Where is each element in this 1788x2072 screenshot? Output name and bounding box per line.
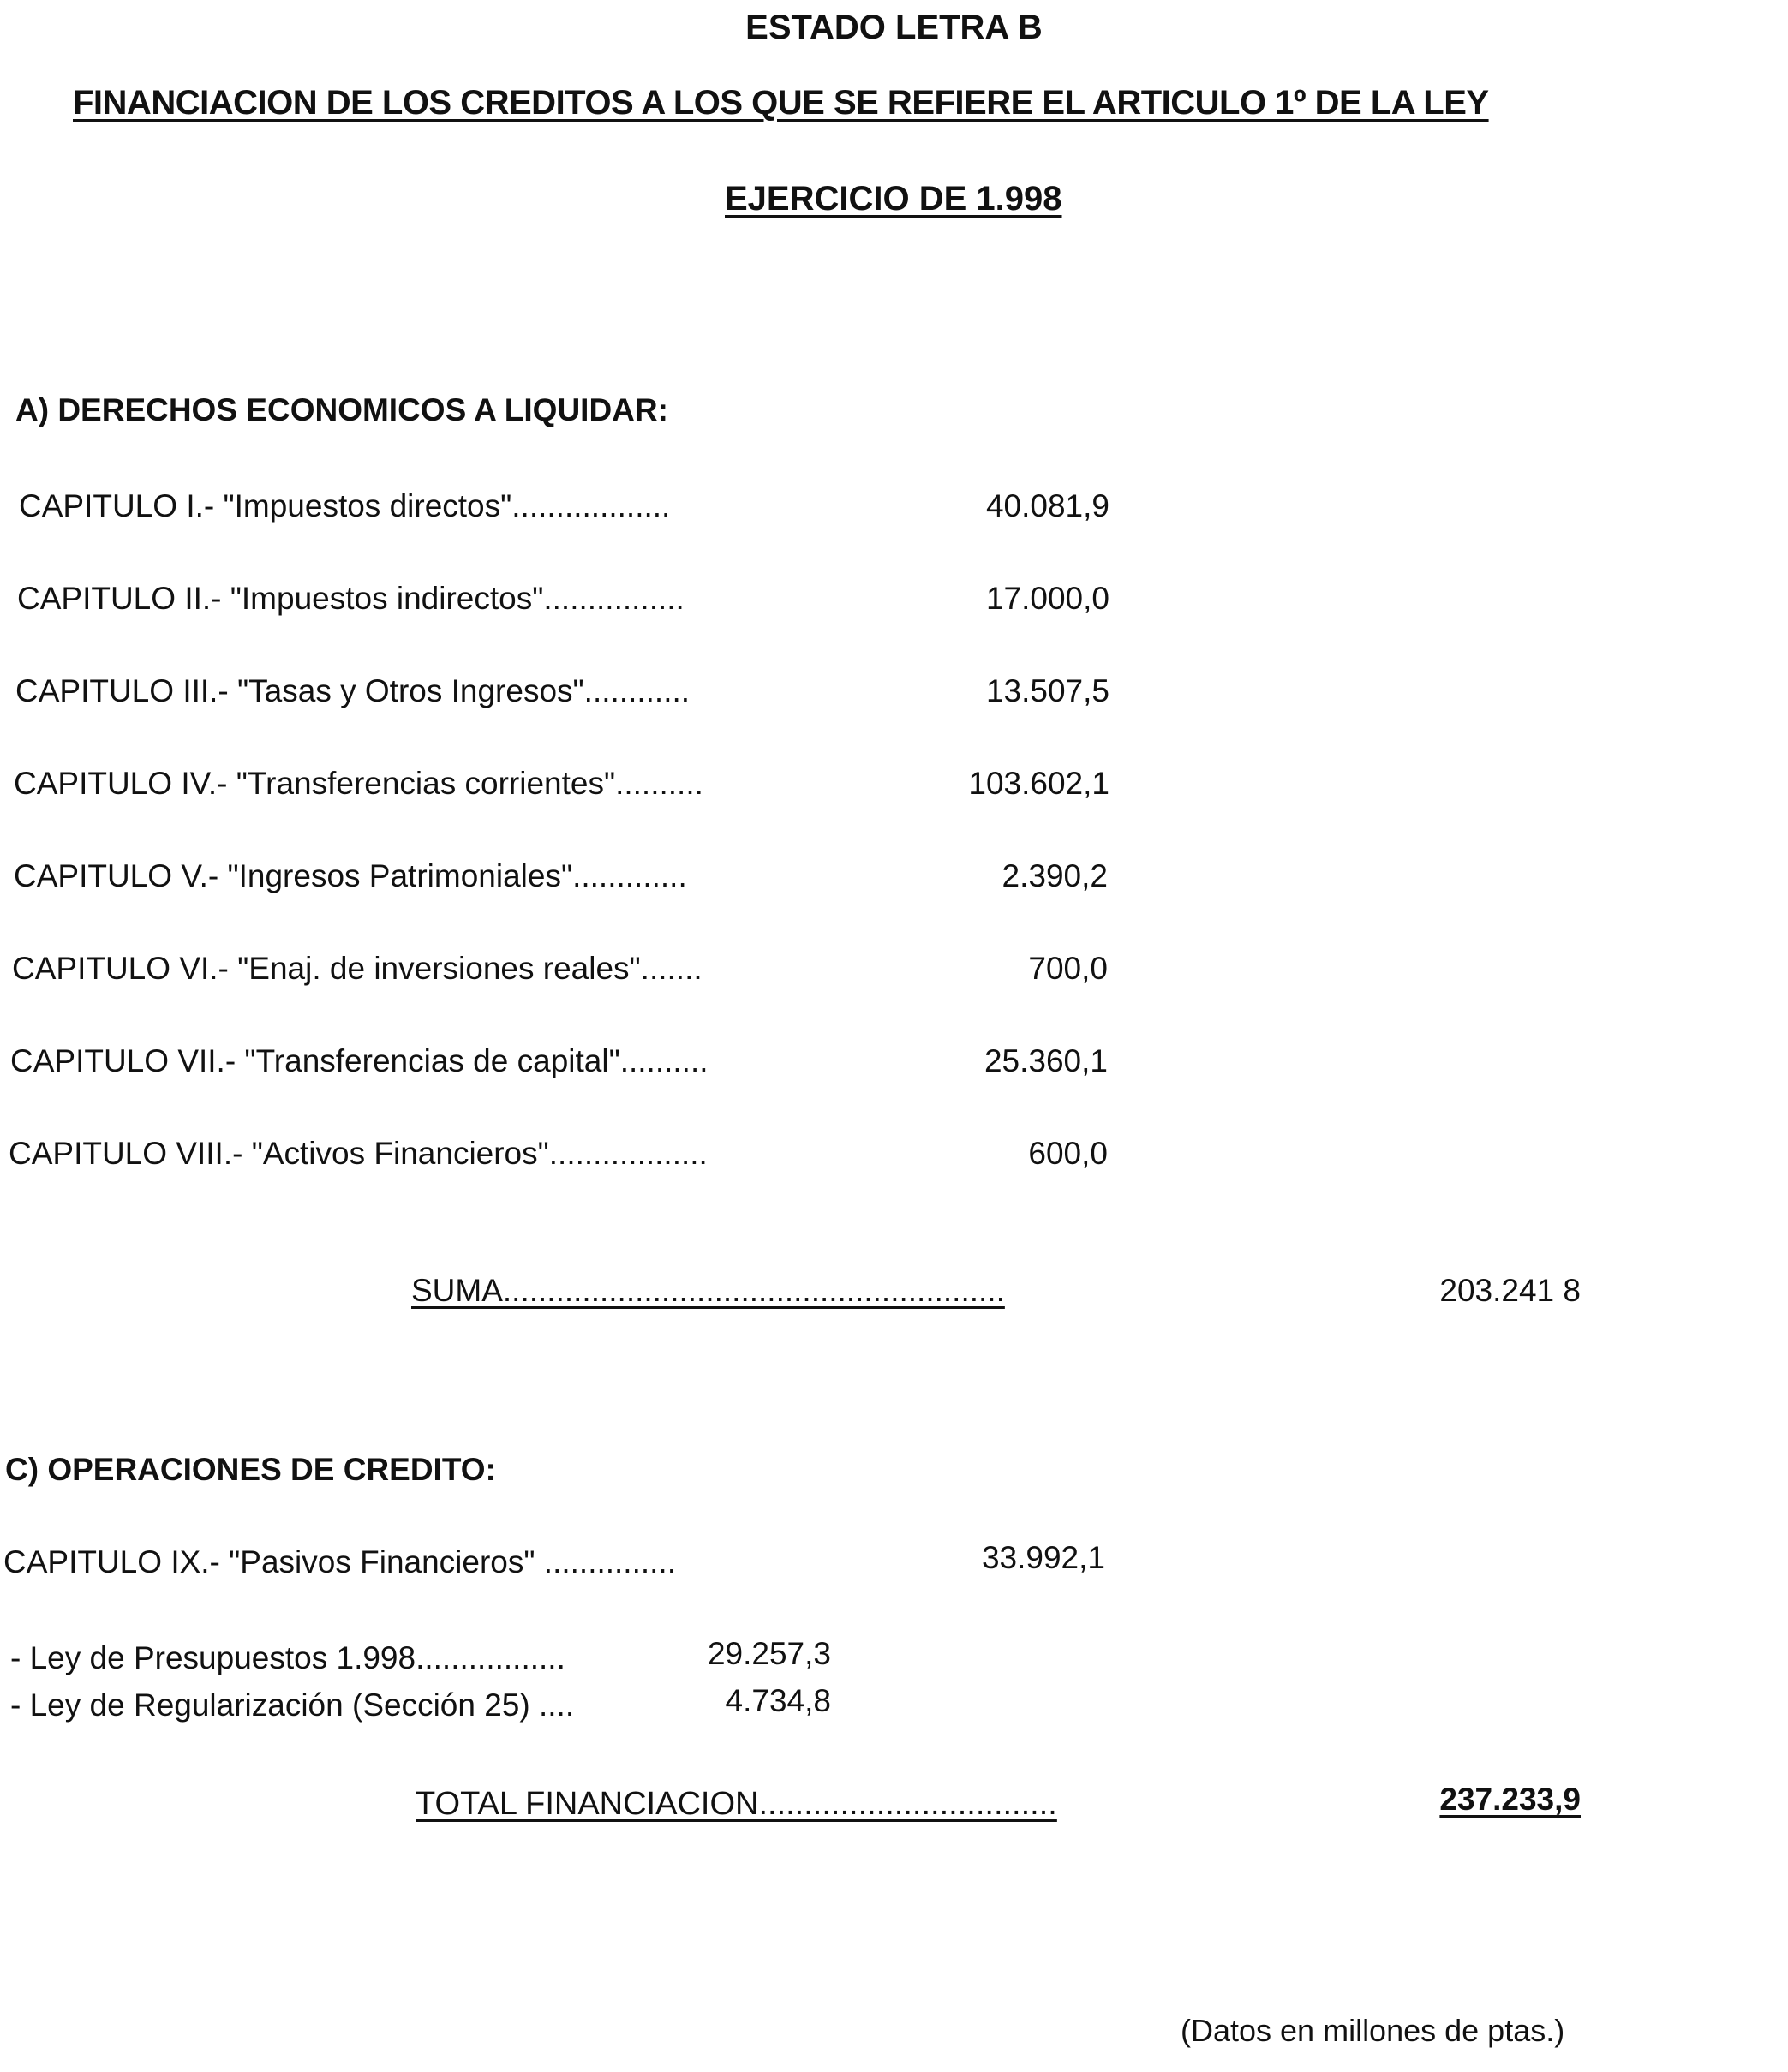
row-label: CAPITULO IX.- "Pasivos Financieros" ............... [3, 1544, 676, 1579]
row-value: 103.602,1 [968, 766, 1109, 801]
sum-label: SUMA......................................................... [411, 1273, 1005, 1308]
row-label: CAPITULO VII.- "Transferencias de capital".......... [10, 1043, 709, 1078]
row-value: 33.992,1 [981, 1540, 1105, 1575]
row-value: 25.360,1 [984, 1043, 1108, 1078]
total-label: TOTAL FINANCIACION................................. [416, 1786, 1057, 1822]
section-a-heading: A) DERECHOS ECONOMICOS A LIQUIDAR: [15, 392, 668, 427]
row-value: 600,0 [1028, 1136, 1108, 1171]
doc-year: EJERCICIO DE 1.998 [725, 180, 1062, 218]
total-value: 237.233,9 [1439, 1782, 1581, 1817]
row-label: CAPITULO II.- "Impuestos indirectos"................ [17, 581, 685, 616]
row-label: CAPITULO IV.- "Transferencias corrientes".......... [14, 766, 703, 801]
doc-subtitle: FINANCIACION DE LOS CREDITOS A LOS QUE SE REFIERE EL ARTICULO 1º DE LA LEY [73, 84, 1489, 122]
subitem-value: 4.734,8 [725, 1683, 831, 1718]
row-value: 17.000,0 [985, 581, 1109, 616]
row-label: CAPITULO VIII.- "Activos Financieros".................. [9, 1136, 708, 1171]
row-value: 700,0 [1028, 951, 1108, 986]
row-label: CAPITULO VI.- "Enaj. de inversiones reales"....... [12, 951, 703, 986]
row-value: 2.390,2 [1002, 858, 1108, 893]
subitem-label: - Ley de Regularización (Sección 25) .... [10, 1687, 575, 1723]
subitem-value: 29.257,3 [707, 1636, 831, 1671]
row-value: 40.081,9 [985, 488, 1109, 523]
subitem-label: - Ley de Presupuestos 1.998................. [10, 1640, 565, 1675]
sum-value: 203.241 8 [1439, 1273, 1581, 1308]
row-label: CAPITULO I.- "Impuestos directos".................. [19, 488, 671, 523]
row-label: CAPITULO III.- "Tasas y Otros Ingresos"............ [15, 673, 691, 708]
units-footnote: (Datos en millones de ptas.) [1181, 2013, 1565, 2048]
row-label: CAPITULO V.- "Ingresos Patrimoniales"............. [14, 858, 687, 893]
section-c-heading: C) OPERACIONES DE CREDITO: [5, 1452, 496, 1487]
doc-title: ESTADO LETRA B [745, 9, 1043, 46]
row-value: 13.507,5 [985, 673, 1109, 708]
